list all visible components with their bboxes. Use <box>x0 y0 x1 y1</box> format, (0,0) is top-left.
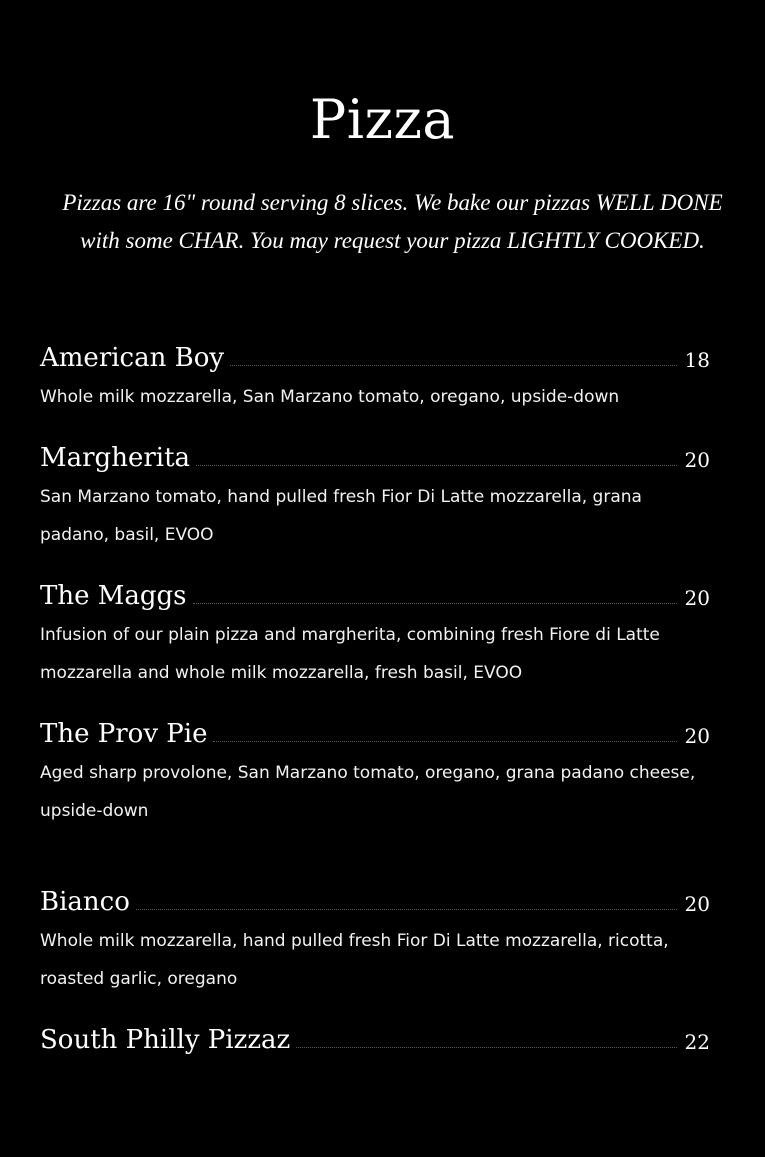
menu-item-price: 20 <box>684 892 710 916</box>
menu-item <box>40 1018 710 1058</box>
menu-item-description: Whole milk mozzarella, San Marzano tomato, oregano, upside-down <box>40 387 620 407</box>
menu-item <box>40 436 710 554</box>
menu-item-list <box>40 336 710 1078</box>
menu-item-price: 22 <box>684 1030 710 1054</box>
menu-item-price: 18 <box>684 348 710 372</box>
menu-item-name: South Philly Pizzaz <box>40 1025 291 1055</box>
menu-item-price: 20 <box>684 586 710 610</box>
menu-item-header <box>40 880 710 920</box>
menu-item <box>40 574 710 692</box>
menu-item-description: Whole milk mozzarella, hand pulled fresh Fior Di Latte mozzarella, ricotta, roasted garlic, oregano <box>40 931 669 989</box>
menu-item <box>40 712 710 830</box>
page-title: Pizza <box>309 88 456 151</box>
menu-item <box>40 880 710 998</box>
dotted-leader <box>213 740 676 742</box>
menu-item-header <box>40 436 710 476</box>
menu-item-price: 20 <box>684 448 710 472</box>
menu-item-header <box>40 712 710 752</box>
dotted-leader <box>136 908 677 910</box>
menu-item-header <box>40 574 710 614</box>
menu-subtitle: Pizzas are 16" round serving 8 slices. We bake our pizzas WELL DONE with some CHAR. You may request your pizza LIGHTLY COOKED. <box>62 190 723 253</box>
menu-item-name: American Boy <box>40 343 225 373</box>
menu-item-name: Margherita <box>40 443 191 473</box>
dotted-leader <box>230 364 676 366</box>
menu-item-header <box>40 336 710 376</box>
dotted-leader <box>296 1046 676 1048</box>
menu-item-description: San Marzano tomato, hand pulled fresh Fior Di Latte mozzarella, grana padano, basil, EVOO <box>40 487 642 545</box>
menu-item-name: Bianco <box>40 887 130 917</box>
menu-item-header <box>40 1018 710 1058</box>
menu-item-description: Infusion of our plain pizza and margherita, combining fresh Fiore di Latte mozzarella and whole milk mozzarella, fresh basil, EVOO <box>40 625 660 683</box>
dotted-leader <box>196 464 677 466</box>
menu-item <box>40 336 710 416</box>
menu-item-description: Aged sharp provolone, San Marzano tomato, oregano, grana padano cheese, upside-down <box>40 763 696 821</box>
menu-item-price: 20 <box>684 724 710 748</box>
menu-item-name: The Prov Pie <box>40 719 208 749</box>
dotted-leader <box>193 602 677 604</box>
menu-item-name: The Maggs <box>40 581 187 611</box>
